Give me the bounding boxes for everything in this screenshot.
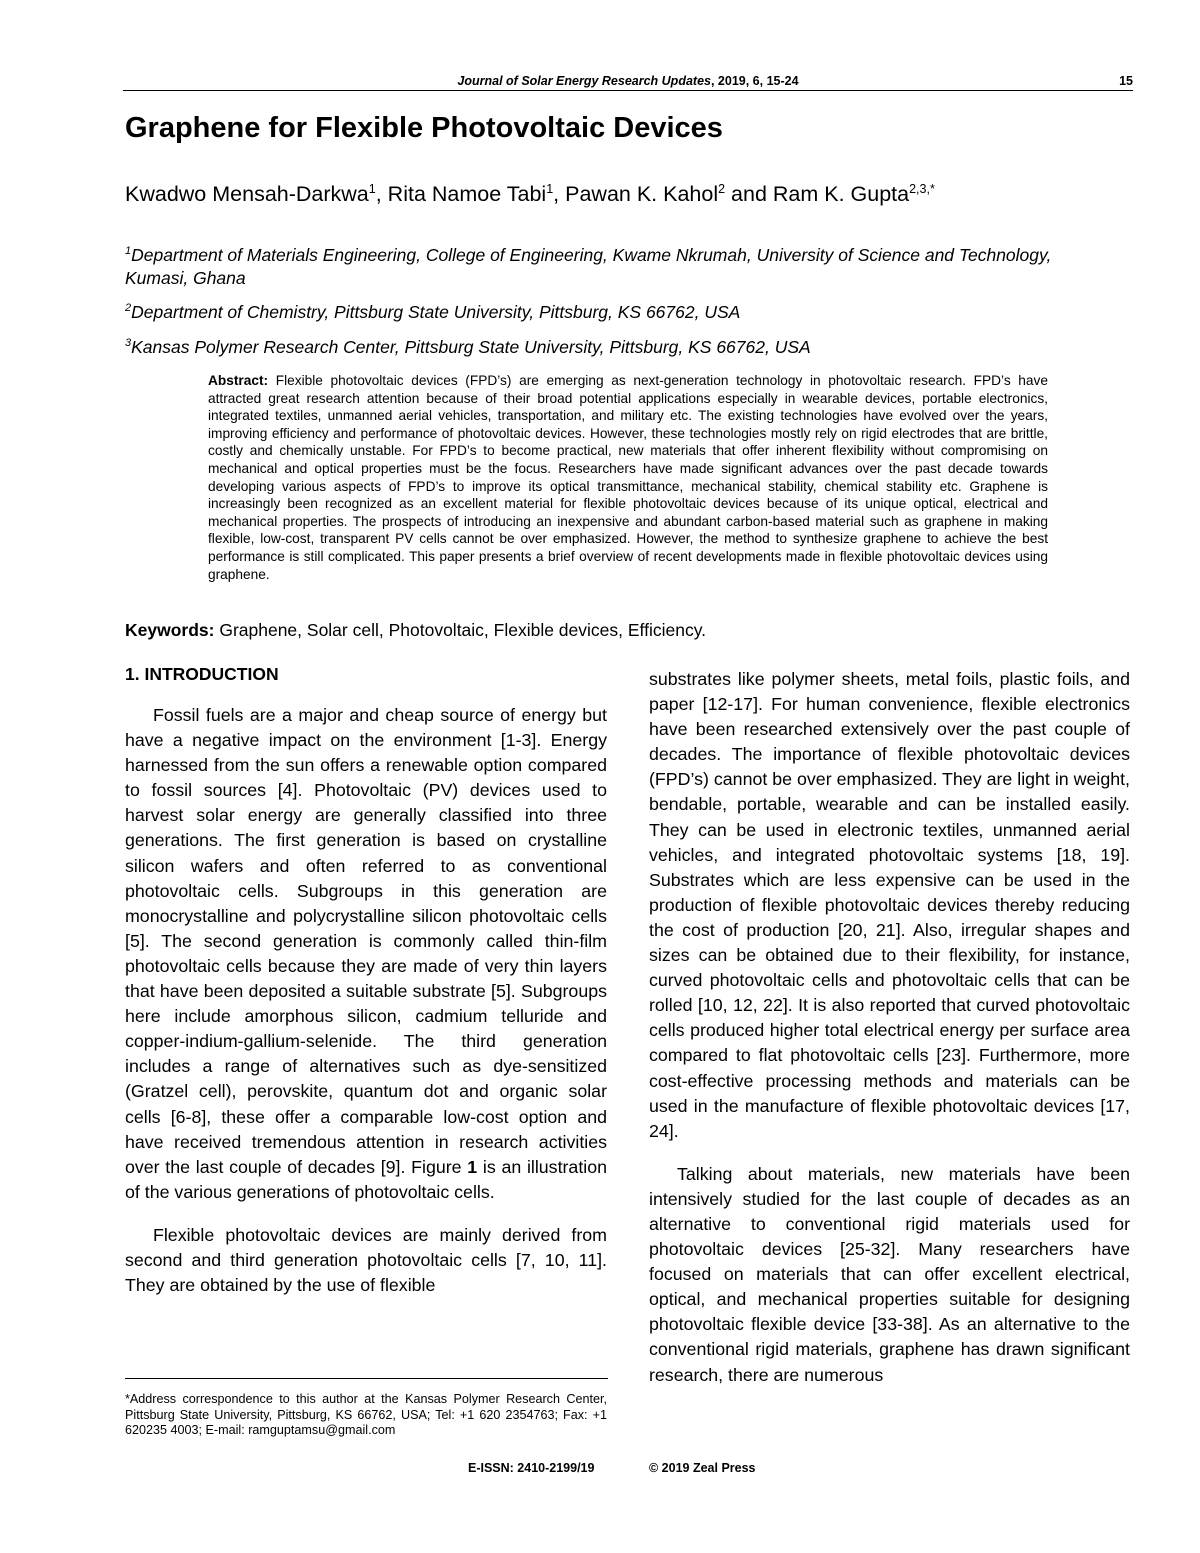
author-3: , Pawan K. Kahol [553,182,719,206]
figure-ref: 1 [467,1156,478,1177]
author-4: and Ram K. Gupta [725,182,910,206]
author-list [125,182,935,207]
paper-title: Graphene for Flexible Photovoltaic Devices [125,112,723,144]
intro-paragraph-2: Flexible photovoltaic devices are mainly derived from second and third generation photovoltaic cells [7, 10, 11]. They are obtained by the use of flexible [125,1224,607,1296]
journal-name: Journal of Solar Energy Research Updates [457,74,711,88]
keywords-text: Graphene, Solar cell, Photovoltaic, Flexible devices, Efficiency. [214,620,707,640]
intro-paragraph-3: substrates like polymer sheets, metal foils, plastic foils, and paper [12-17]. For human convenience, flexible electronics have been researched extensively over the past couple of decades. The importance of flexible photovoltaic devices (FPD’s) cannot be over emphasized. They are light in weight, bendable, portable, wearable and can be installed easily. They can be used in electronic textiles, unmanned aerial vehicles, and integrated photovoltaic systems [18, 19]. Substrates which are less expensive can be used in the production of flexible photovoltaic devices thereby reducing the cost of production [20, 21]. Also, irregular shapes and sizes can be obtained due to their flexibility, for instance, curved photovoltaic cells and photovoltaic cells that can be rolled [10, 12, 22]. It is also reported that curved photovoltaic cells produced higher total electrical energy per surface area compared to flat photovoltaic cells [23]. Furthermore, more cost-effective processing methods and materials can be used in the manufacture of flexible photovoltaic devices [17, 24]. [649,669,1130,1141]
affiliation-1-sup: 1 [125,245,132,258]
affiliation-1-text: Department of Materials Engineering, College of Engineering, Kwame Nkrumah, University of Science and Technology, Kumasi, Ghana [125,245,1052,288]
intro-paragraph-1-text-a: Fossil fuels are a major and cheap source of energy but have a negative impact on the environment [1-3]. Energy harnessed from the sun offers a renewable option compared to fossil sources [4]. Photovoltaic (PV) devices used to harvest solar energy are generally classified into three generations. The first generation is based on crystalline silicon wafers and often referred to as conventional photovoltaic cells. Subgroups in this generation are monocrystalline and polycrystalline silicon photovoltaic cells [5]. The second generation is commonly called thin-film photovoltaic cells because they are made of very thin layers that have been deposited a suitable substrate [5]. Subgroups here include amorphous silicon, cadmium telluride and copper-indium-gallium-selenide. The third generation includes a range of alternatives such as dye-sensitized (Gratzel cell), perovskite, quantum dot and organic solar cells [6-8], these offer a comparable low-cost option and have received tremendous attention in research activities over the last couple of decades [9]. Figure [125,705,607,1177]
footer-copyright: © 2019 Zeal Press [649,1461,756,1475]
keywords [125,620,706,641]
affiliation-2-sup: 2 [125,302,132,315]
affiliation-3 [125,336,1085,359]
running-header [123,74,1133,90]
author-2-sup: 1 [546,181,554,196]
affiliation-3-text: Kansas Polymer Research Center, Pittsburg State University, Pittsburg, KS 66762, USA [131,337,811,357]
intro-paragraph-1-text-b: is an illustration of the various generations of photovoltaic cells. [125,1156,607,1202]
left-column [125,662,607,1298]
header-rule [123,90,1133,91]
author-2: , Rita Namoe Tabi [375,182,547,206]
correspondence-footnote: *Address correspondence to this author at the Kansas Polymer Research Center, Pittsburg State University, Pittsburg, KS 66762, USA; Tel: +1 620 2354763; Fax: +1 620235 4003; E-mail: ramguptamsu@gmail.com [125,1392,607,1437]
abstract-label: Abstract: [208,373,269,388]
intro-paragraph-4: Talking about materials, new materials have been intensively studied for the last couple of decades as an alternative to conventional rigid materials used for photovoltaic devices [25-32]. Many researchers have focused on materials that can offer excellent electrical, optical, and mechanical properties suitable for designing photovoltaic flexible device [33-38]. As an alternative to the conventional rigid materials, graphene has drawn significant research, there are numerous [649,1163,1130,1385]
keywords-label: Keywords: [125,620,215,640]
affiliation-2 [125,301,1085,324]
journal-citation [123,74,1133,88]
right-column [649,667,1130,1388]
author-3-sup: 2 [718,181,726,196]
footer-issn: E-ISSN: 2410-2199/19 [468,1461,595,1475]
intro-paragraph-1 [125,703,607,1205]
author-1-sup: 1 [368,181,376,196]
abstract-text: Flexible photovoltaic devices (FPD’s) are emerging as next-generation technology in photovoltaic research. FPD’s have attracted great research attention because of their broad potential applications especially in wearable devices, portable electronics, integrated textiles, unmanned aerial vehicles, transportation, and military etc. The existing technologies have evolved over the years, improving efficiency and performance of photovoltaic devices. However, these technologies mostly rely on rigid electrodes that are brittle, costly and chemically unstable. For FPD’s to become practical, new materials that offer inherent flexibility without compromising on mechanical and optical properties must be the focus. Researchers have made significant advances over the past decade towards developing various aspects of FPD’s to improve its optical transmittance, mechanical stability, chemical stability etc. Graphene is increasingly been recognized as an excellent material for flexible photovoltaic devices because of its unique optical, electrical and mechanical properties. The prospects of introducing an inexpensive and abundant carbon-based material such as graphene in making flexible, low-cost, transparent PV cells cannot be over emphasized. However, the method to synthesize graphene to achieve the best performance is still complicated. This paper presents a brief overview of recent developments made in flexible photovoltaic devices using graphene. [208,373,1048,582]
author-1: Kwadwo Mensah-Darkwa [125,182,369,206]
author-4-sup: 2,3,* [909,181,935,196]
affiliation-2-text: Department of Chemistry, Pittsburg State University, Pittsburg, KS 66762, USA [131,302,741,322]
page-number: 15 [1119,74,1133,88]
affiliation-1 [125,244,1085,290]
journal-volume-pages: , 2019, 6, 15-24 [710,74,799,88]
affiliation-3-sup: 3 [125,337,132,350]
section-heading: 1. INTRODUCTION [125,664,279,684]
footnote-rule [125,1378,608,1379]
abstract [208,372,1048,583]
